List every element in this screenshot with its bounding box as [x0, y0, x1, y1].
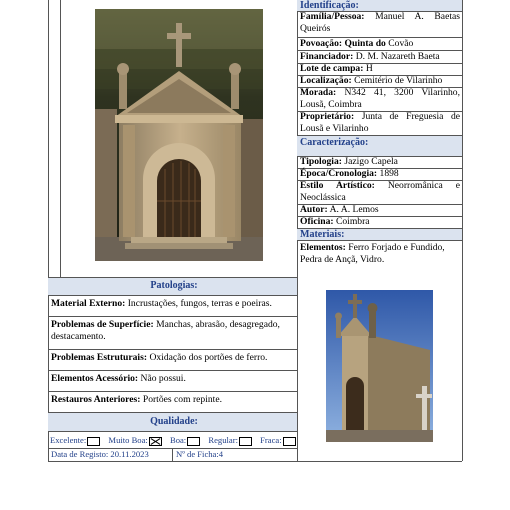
qualidade-excelente-label: Excelente: [50, 435, 87, 445]
lote-row [297, 63, 462, 75]
chapel-side-photo [326, 290, 433, 442]
qualidade-header [48, 413, 297, 431]
qualidade-header-text: Qualidade: [150, 416, 198, 427]
data-registo: Data de Registo: 20.11.2023 [51, 449, 149, 459]
qualidade-options [50, 435, 296, 446]
povoacao-value-bold: Quinta do [344, 38, 386, 49]
autor-label: Autor: [300, 204, 328, 215]
materiais-header [297, 229, 462, 240]
financiador-row [297, 51, 462, 63]
estilo-row [297, 180, 462, 204]
boa-checkbox[interactable] [187, 437, 200, 446]
povoacao-row [297, 38, 462, 50]
acessorio-label: Elementos Acessório: [51, 373, 139, 384]
qualidade-fraca[interactable] [260, 435, 297, 445]
qualidade-boa[interactable] [170, 435, 202, 445]
oficina-value: Coimbra [335, 216, 370, 227]
fraca-checkbox[interactable] [283, 437, 296, 446]
qualidade-muito-boa-label: Muito Boa: [108, 435, 148, 445]
chapel-front-photo [95, 9, 263, 261]
estruturais-label: Problemas Estruturais: [51, 352, 148, 363]
localizacao-label: Localização: [300, 75, 352, 86]
material-externo-label: Material Externo: [51, 298, 126, 309]
elementos-row [297, 241, 462, 269]
estilo-value: Neorromânica e Neoclássica [300, 180, 460, 203]
identificacao-header-text: Identificação: [300, 0, 359, 11]
elementos-value: Ferro Forjado e Fundido, Pedra de Ançã, Vidro. [300, 242, 445, 265]
morada-label: Morada: [300, 87, 337, 98]
estruturais-value: Oxidação dos portões de ferro. [149, 352, 268, 363]
material-externo-value: Incrustações, fungos, terras e poeiras. [127, 298, 272, 309]
financiador-label: Financiador: [300, 51, 354, 62]
excelente-checkbox[interactable] [87, 437, 100, 446]
acessorio-value: Não possui. [140, 373, 186, 384]
oficina-row [297, 216, 462, 228]
caracterizacao-header-text: Caracterização: [300, 137, 369, 148]
material-externo-row [48, 296, 297, 316]
familia-value: Manuel A. Baetas Queirós [300, 11, 460, 34]
patologias-header [48, 278, 297, 295]
lote-value: H [365, 63, 373, 74]
elementos-label: Elementos: [300, 242, 346, 253]
qualidade-muito-boa[interactable] [108, 435, 163, 445]
qualidade-fraca-label: Fraca: [260, 435, 282, 445]
proprietario-value: Junta de Freguesia de Lousã e Vilarinho [300, 111, 460, 134]
restauros-value: Portões com repinte. [142, 394, 222, 405]
estilo-label: Estilo Artístico: [300, 180, 375, 191]
autor-value: A. A. Lemos [329, 204, 379, 215]
qualidade-regular[interactable] [208, 435, 254, 445]
tipologia-value: Jazigo Capela [344, 156, 398, 167]
restauros-label: Restauros Anteriores: [51, 394, 141, 405]
caracterizacao-header [297, 136, 462, 156]
regular-checkbox[interactable] [239, 437, 252, 446]
qualidade-excelente[interactable] [50, 435, 102, 445]
restauros-row [48, 392, 297, 412]
morada-row [297, 87, 462, 111]
superficie-label: Problemas de Superfície: [51, 319, 154, 330]
localizacao-value: Cemitério de Vilarinho [354, 75, 443, 86]
superficie-value: Manchas, abrasão, desagregado, destacamento. [51, 319, 280, 342]
epoca-row [297, 168, 462, 180]
numero-ficha: Nº de Ficha:4 [176, 449, 224, 459]
autor-row [297, 204, 462, 216]
qualidade-boa-label: Boa: [169, 435, 187, 445]
acessorio-row [48, 371, 297, 391]
familia-label: Família/Pessoa: [300, 11, 365, 22]
proprietario-label: Proprietário: [300, 111, 355, 122]
epoca-value: 1898 [379, 168, 399, 179]
proprietario-row [297, 111, 462, 135]
povoacao-label: Povoação: [300, 38, 343, 49]
povoacao-value: Covão [388, 38, 414, 49]
morada-value: N342 41, 3200 Vilarinho, Lousã, Coimbra [300, 87, 460, 110]
patologias-header-text: Patologias: [150, 280, 198, 291]
tipologia-row [297, 156, 462, 168]
materiais-header-text: Materiais: [300, 229, 345, 240]
identificacao-header [297, 0, 462, 11]
estruturais-row [48, 350, 297, 370]
qualidade-regular-label: Regular: [208, 435, 238, 445]
financiador-value: D. M. Nazareth Baeta [355, 51, 440, 62]
superficie-row [48, 317, 297, 349]
epoca-label: Época/Cronologia: [300, 168, 378, 179]
lote-label: Lote de campa: [300, 63, 364, 74]
localizacao-row [297, 75, 462, 87]
chapel-front-image [95, 9, 263, 261]
oficina-label: Oficina: [300, 216, 334, 227]
tipologia-label: Tipologia: [300, 156, 342, 167]
chapel-side-image [326, 290, 433, 442]
familia-row [297, 11, 462, 37]
muito-boa-checkbox-checked[interactable] [149, 437, 162, 446]
